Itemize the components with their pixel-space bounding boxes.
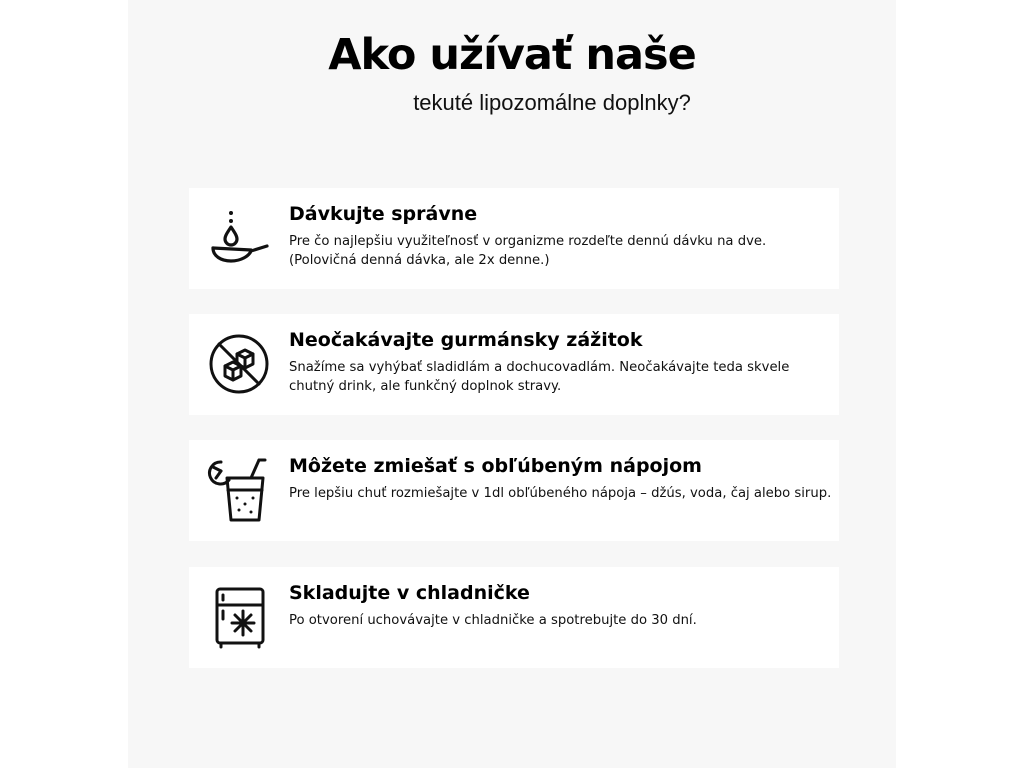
page-subtitle: tekuté lipozomálne doplnky? (413, 90, 691, 115)
content-panel (128, 0, 896, 768)
card-text: Pre čo najlepšiu využiteľnosť v organizme rozdeľte dennú dávku na dve. (Polovičná denná dávka, ale 2x denne.) (289, 234, 767, 268)
card-text: Snažíme sa vyhýbať sladidlám a dochucovadlám. Neočakávajte teda skvele chutný drink, ale funkčný doplnok stravy. (289, 360, 790, 394)
drink-glass-icon (207, 458, 271, 522)
card-title: Môžete zmiešať s obľúbeným nápojom (289, 455, 702, 477)
instruction-card-dosage (189, 188, 839, 289)
instruction-card-mixing (189, 440, 839, 541)
no-sugar-icon (207, 332, 271, 396)
card-title: Dávkujte správne (289, 203, 478, 225)
card-text: Po otvorení uchovávajte v chladničke a spotrebujte do 30 dní. (289, 613, 697, 628)
instruction-card-storage (189, 567, 839, 668)
card-title: Neočakávajte gurmánsky zážitok (289, 329, 643, 351)
fridge-icon (207, 585, 271, 649)
instruction-card-taste (189, 314, 839, 415)
card-text: Pre lepšiu chuť rozmiešajte v 1dl obľúbeného nápoja – džús, voda, čaj alebo sirup. (289, 486, 832, 501)
page-title: Ako užívať naše (328, 30, 696, 80)
card-title: Skladujte v chladničke (289, 582, 530, 604)
spoon-drop-icon (207, 206, 271, 270)
